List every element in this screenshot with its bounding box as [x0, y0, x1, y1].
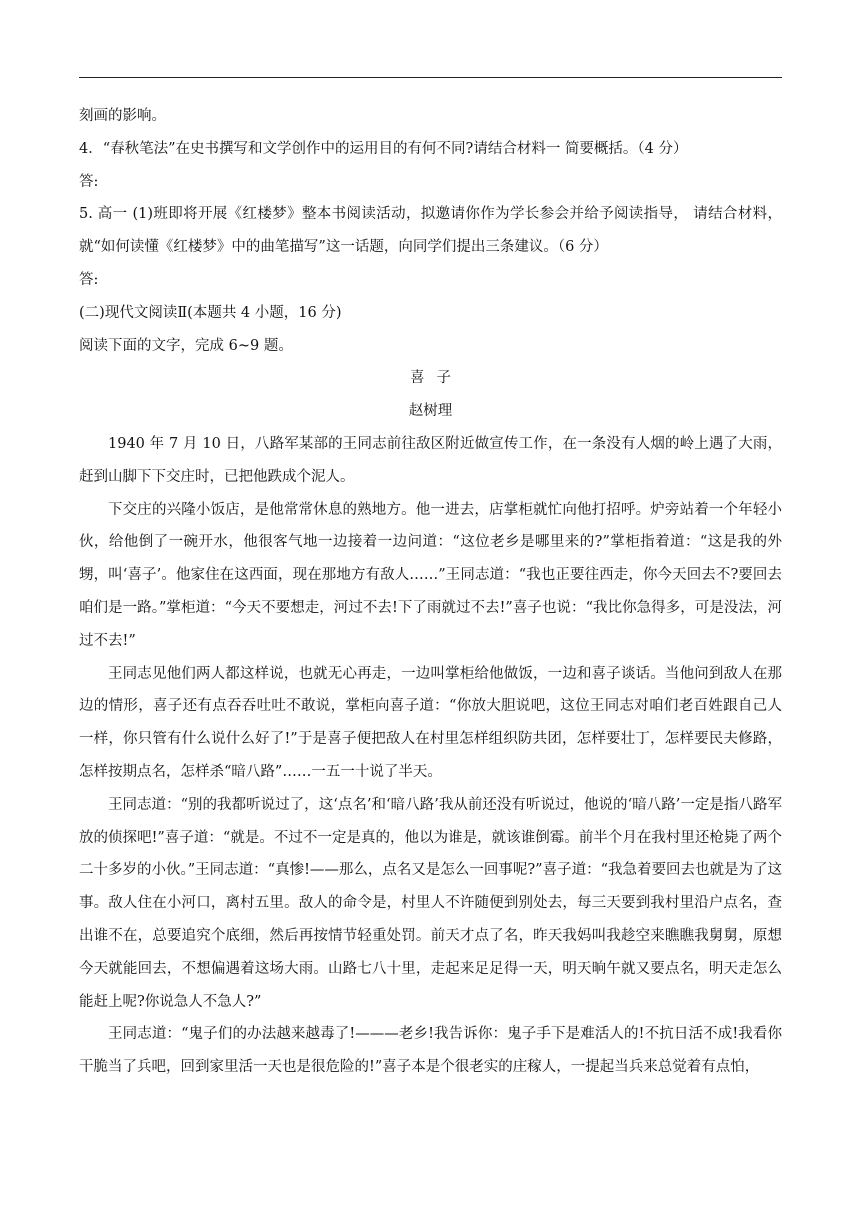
section-instruction: 阅读下面的文字，完成 6~9 题。: [79, 337, 293, 354]
carryover-text: 刻画的影响。: [79, 108, 166, 124]
header-rule: [79, 77, 782, 78]
story-paragraph: 王同志道：“别的我都听说过了，这‘点名’和‘暗八路’我从前还没有听说过，他说的‘暗八路’一定是指八路军放的侦探吧!”喜子道：“就是。不过不一定是真的，他以为谁是，就该谁倒霉。前半个月在我村里还枪毙了两个二十多岁的小伙。”王同志道：“真惨!——那么，点名又是怎么一回事呢?”喜子道：“我急着要回去也就是为了这事。敌人住在小河口，离村五里。敌人的命令是，村里人不许随便到别处去，每三天要到我村里沿户点名，查出谁不在，总要追究个底细，然后再按情节轻重处罚。前天才点了名，昨天我妈叫我趁空来瞧瞧我舅舅，原想今天就能回去，不想偏遇着这场大雨。山路七八十里，走起来足足得一天，明天晌午就又要点名，明天走怎么能赶上呢?你说急人不急人?”: [79, 796, 782, 1010]
question-5: 5. 高一 (1)班即将开展《红楼梦》整本书阅读活动，拟邀请你作为学长参会并给予阅读指导， 请结合材料，就“如何读懂《红楼梦》中的曲笔描写”这一话题，向同学们提出三条建议。（6 分）: [79, 206, 782, 256]
story-author: 赵树理: [408, 403, 453, 420]
story-paragraph: 王同志见他们两人都这样说，也就无心再走，一边叫掌柜给他做饭，一边和喜子谈话。当他问到敌人在那边的情形，喜子还有点吞吞吐吐不敢说，掌柜向喜子道：“你放大胆说吧，这位王同志对咱们老百姓跟自己人一样，你只管有什么说什么好了!”于是喜子便把敌人在村里怎样组织防共团，怎样要壮丁，怎样要民夫修路，怎样按期点名，怎样杀“暗八路”……一五一十说了半天。: [79, 665, 782, 780]
section-heading: (二)现代文阅读Ⅱ(本题共 4 小题，16 分): [79, 304, 342, 321]
document-body: [79, 100, 782, 1084]
story-title: 喜子: [410, 370, 463, 387]
question-4: 4．“春秋笔法”在史书撰写和文学创作中的运用目的有何不同?请结合材料一 简要概括。（4 分）: [79, 140, 688, 157]
story-paragraph: 下交庄的兴隆小饭店，是他常常休息的熟地方。他一进去，店掌柜就忙向他打招呼。炉旁站着一个年轻小伙，给他倒了一碗开水，他很客气地一边接着一边问道：“这位老乡是哪里来的?”掌柜指着道：“这是我的外甥，叫‘喜子’。他家住在这西面，现在那地方有敌人……”王同志道：“我也正要往西走，你今天回去不?要回去咱们是一路。”掌柜道：“今天不要想走，河过不去!下了雨就过不去!”喜子也说：“我比你急得多，可是没法，河过不去!”: [79, 501, 782, 649]
question-5-answer-label: 答:: [79, 271, 99, 288]
story-paragraph: 1940 年 7 月 10 日，八路军某部的王同志前往敌区附近做宣传工作，在一条没有人烟的岭上遇了大雨，赶到山脚下下交庄时，已把他跌成个泥人。: [79, 435, 782, 485]
story-paragraph: 王同志道：“鬼子们的办法越来越毒了!———老乡!我告诉你：鬼子手下是难活人的!不抗日活不成!我看你干脆当了兵吧，回到家里活一天也是很危险的!”喜子本是个很老实的庄稼人，一提起当兵来总觉着有点怕，: [79, 1026, 782, 1076]
question-4-answer-label: 答:: [79, 173, 99, 190]
